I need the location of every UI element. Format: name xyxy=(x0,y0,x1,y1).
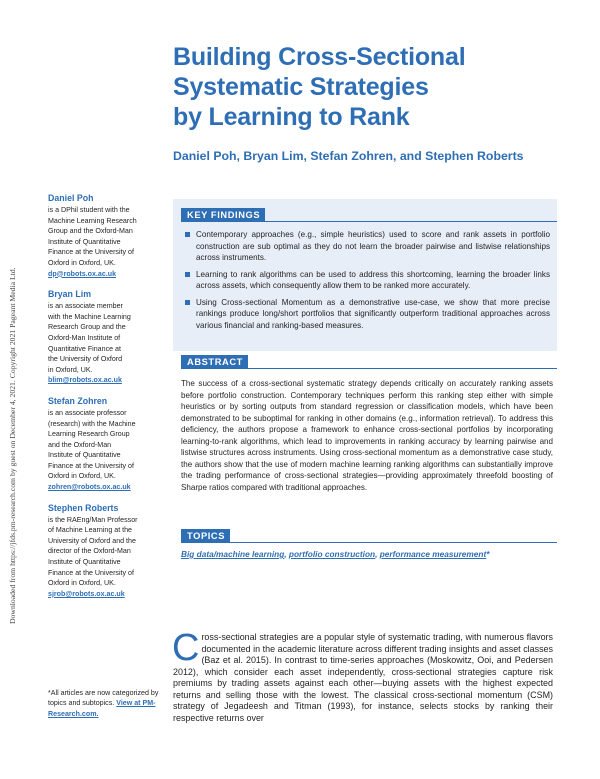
bio-line: Institute of Quantitative xyxy=(48,451,121,460)
article-body xyxy=(172,627,553,724)
bullet-icon xyxy=(185,300,190,305)
bio-line: Quantitative Finance at xyxy=(48,344,121,353)
bio-name: Daniel Poh xyxy=(48,193,94,203)
bio-line: (research) with the Machine xyxy=(48,419,136,428)
bio-line: Institute of Quantitative xyxy=(48,237,121,246)
bio-line: Learning Research Group xyxy=(48,430,130,439)
bio-line: Finance at the University of xyxy=(48,248,134,257)
bio-name: Bryan Lim xyxy=(48,289,92,300)
author-bio xyxy=(48,289,160,386)
email-link[interactable]: dp@robots.ox.ac.uk xyxy=(48,269,117,278)
author-bio xyxy=(48,193,160,279)
bio-line: Finance at the University of xyxy=(48,461,134,470)
pm-research-link[interactable]: View at PM-Research.com. xyxy=(48,699,156,718)
abstract-text: The success of a cross-sectional systematic strategy depends critically on accurately ranking assets before portfolio construction. Contemporary techniques perform this ranking step either with simple heuristics or by sorting outputs from standard regression or classification models, which have been demonstrated to be suboptimal for ranking in other domains (e.g., information retrieval). To address this deficiency, the authors propose a framework to enhance cross-sectional portfolios by incorporating learning-to-rank algorithms, which lead to improvements in ranking accuracy by learning pairwise and listwise structures across instruments. Using cross-sectional momentum as a demonstrative case study, the authors show that the use of modern machine learning ranking algorithms can substantially improve the trading performance of cross-sectional strategies—providing approximately threefold boosting of Sharpe ratios compared with traditional approaches. xyxy=(181,379,553,492)
email-link[interactable]: blim@robots.ox.ac.uk xyxy=(48,376,122,385)
note-text: *All articles are now categorized by topics and subtopics. xyxy=(48,689,159,708)
key-findings-list xyxy=(185,229,550,336)
topics-suffix: * xyxy=(486,549,490,559)
bullet-icon xyxy=(185,272,190,277)
bio-line: in Oxford, UK. xyxy=(48,365,93,374)
bio-line: Research Group and the xyxy=(48,323,126,332)
bio-line: and the Oxford-Man xyxy=(48,440,112,449)
finding-text: Learning to rank algorithms can be used to address this shortcoming, learning the broader links across assets, which consequently allow them to be ranked more accurately. xyxy=(196,269,550,290)
bio-line: of Machine Learning at the xyxy=(48,526,132,535)
bio-line: is an associate member xyxy=(48,302,123,311)
topic-link[interactable]: portfolio construction xyxy=(288,549,376,559)
list-item xyxy=(185,229,550,264)
list-item xyxy=(185,269,550,292)
bio-line: Oxford in Oxford, UK. xyxy=(48,472,116,481)
bio-line: is a DPhil student with the xyxy=(48,206,130,214)
bio-line: Group and the Oxford-Man xyxy=(48,227,133,236)
title-line: Building Cross-Sectional xyxy=(173,43,466,71)
bio-line: is an associate professor xyxy=(48,408,127,417)
email-link[interactable]: zohren@robots.ox.ac.uk xyxy=(48,483,131,492)
topics-list: Big data/machine learning, portfolio construction, performance measurement* xyxy=(181,549,490,559)
body-paragraph: ross-sectional strategies are a popular style of systematic trading, with numerous flavors documented in the academic literature across different trading insights and asset classes (Baz et al. 2015). In contrast to time-series approaches (Moskowitz, Ooi, and Pedersen 2012), which consider each asset independently, cross-sectional strategies capture risk premiums by trading assets against each other—buying assets with the highest expected returns and selling those with the lowest. The classical cross-sectional momentum (CSM) strategy of Jegadeesh and Titman (1993), for instance, selects stocks by ranking their respective returns over xyxy=(173,632,553,723)
topic-link[interactable]: performance measurement xyxy=(379,549,487,559)
bio-line: Machine Learning Research xyxy=(48,216,137,225)
divider xyxy=(181,368,557,369)
topic-link[interactable]: Big data/machine learning xyxy=(181,549,285,559)
abstract-heading: ABSTRACT xyxy=(181,355,248,369)
bio-line: Oxford-Man Institute of xyxy=(48,333,121,342)
topics-heading: TOPICS xyxy=(181,529,230,543)
author-bio xyxy=(48,503,160,600)
bio-name: Stephen Roberts xyxy=(48,502,119,513)
download-notice: Downloaded from https://jfds.pm-research.com by guest on December 4, 2021. Copyright 2021 Pageant Media Ltd. xyxy=(8,267,17,624)
finding-text: Contemporary approaches (e.g., simple heuristics) used to score and rank assets in portfolio construction are sub optimal as they do not learn the broader pairwise and listwise relationships across instruments. xyxy=(196,230,550,262)
bio-line: University of Oxford and the xyxy=(48,536,136,545)
title-line: Systematic Strategies xyxy=(173,73,429,101)
bio-line: Oxford in Oxford, UK. xyxy=(48,258,116,267)
finding-text: Using Cross-sectional Momentum as a demonstrative use-case, we show that more precise rankings produce long/short portfolios that significantly outperform traditional approaches across various financial and ranking-based measures. xyxy=(196,297,550,330)
email-link[interactable]: sjrob@robots.ox.ac.uk xyxy=(48,589,125,598)
bio-line: director of the Oxford-Man xyxy=(48,547,131,556)
bio-line: Institute of Quantitative xyxy=(48,558,121,567)
bio-line: Finance at the University of xyxy=(48,568,134,577)
article-title xyxy=(173,42,573,132)
divider xyxy=(181,542,557,543)
bio-line: the University of Oxford xyxy=(48,355,123,364)
author-list: Daniel Poh, Bryan Lim, Stefan Zohren, and Stephen Roberts xyxy=(173,149,524,163)
divider xyxy=(181,221,557,222)
bio-line: is the RAEng/Man Professor xyxy=(48,515,138,524)
bio-line: Oxford in Oxford, UK. xyxy=(48,579,116,588)
author-bios xyxy=(48,193,160,609)
key-findings-heading: KEY FINDINGS xyxy=(181,208,265,222)
author-bio xyxy=(48,396,160,493)
title-line: by Learning to Rank xyxy=(173,103,410,131)
bio-name: Stefan Zohren xyxy=(48,395,108,406)
bio-line: with the Machine Learning xyxy=(48,312,131,321)
list-item xyxy=(185,297,550,332)
bullet-icon xyxy=(185,232,190,237)
topics-note xyxy=(48,688,160,719)
drop-cap: C xyxy=(172,627,200,669)
